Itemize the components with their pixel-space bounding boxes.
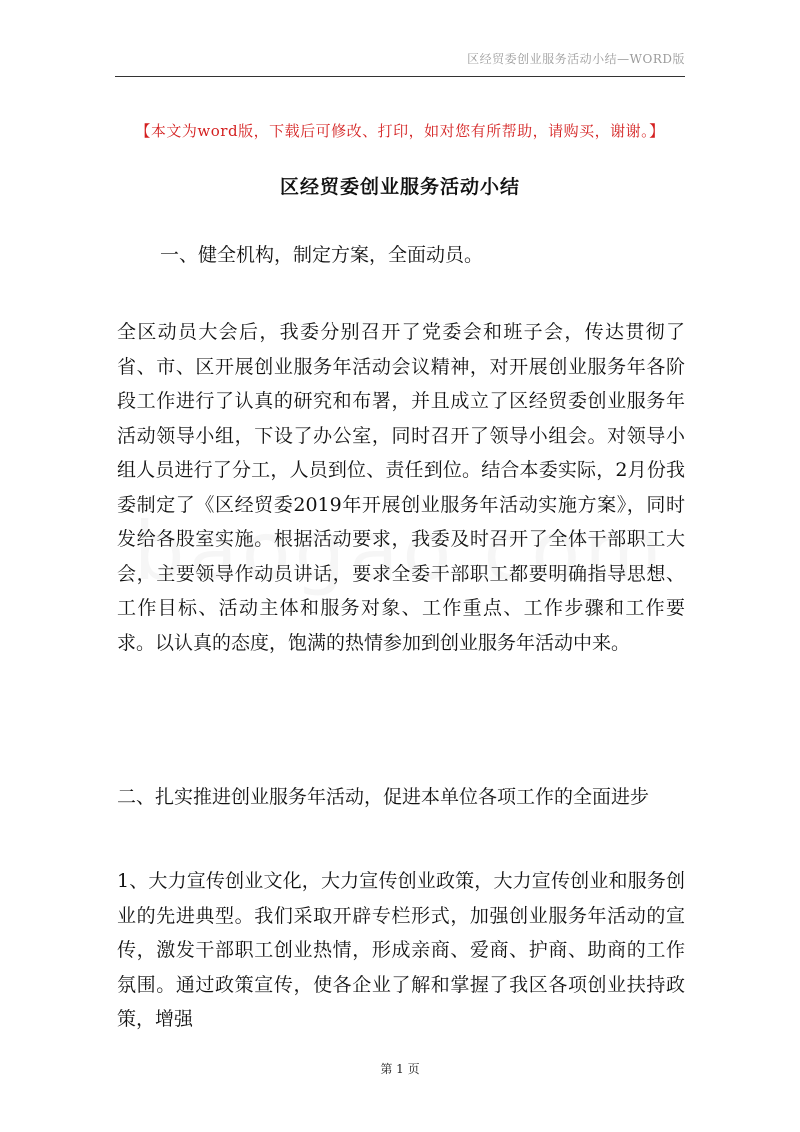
section-two-heading: 二、扎实推进创业服务年活动，促进本单位各项工作的全面进步 [117, 786, 650, 808]
page-number: 第 1 页 [380, 1062, 420, 1076]
paragraph-one: 全区动员大会后，我委分别召开了党委会和班子会，传达贯彻了省、市、区开展创业服务年活动会议精神，对开展创业服务年各阶段工作进行了认真的研究和布署，并且成立了区经贸委创业服务年活动领导小组，下设了办公室，同时召开了领导小组会。对领导小组人员进行了分工，人员到位、责任到位。结合本委实际，2月份我委制定了《区经贸委2019年开展创业服务年活动实施方案》，同时发给各股室实施。根据活动要求，我委及时召开了全体干部职工大会，主要领导作动员讲话，要求全委干部职工都要明确指导思想、工作目标、活动主体和服务对象、工作重点、工作步骤和工作要求。以认真的态度，饱满的热情参加到创业服务年活动中来。 [117, 321, 685, 654]
purchase-notice: 【本文为word版，下载后可修改、打印，如对您有所帮助，请购买，谢谢。】 [135, 122, 665, 140]
running-header: 区经贸委创业服务活动小结—WORD版 [467, 52, 685, 66]
paragraph-two: 1、大力宣传创业文化，大力宣传创业政策，大力宣传创业和服务创业的先进典型。我们采取开辟专栏形式，加强创业服务年活动的宣传，激发干部职工创业热情，形成亲商、爱商、护商、助商的工作氛围。通过政策宣传，使各企业了解和掌握了我区各项创业扶持政策，增强 [117, 870, 685, 1030]
section-one-heading: 一、健全机构，制定方案，全面动员。 [160, 244, 484, 266]
header-divider [115, 76, 685, 77]
document-title: 区经贸委创业服务活动小结 [279, 176, 520, 198]
